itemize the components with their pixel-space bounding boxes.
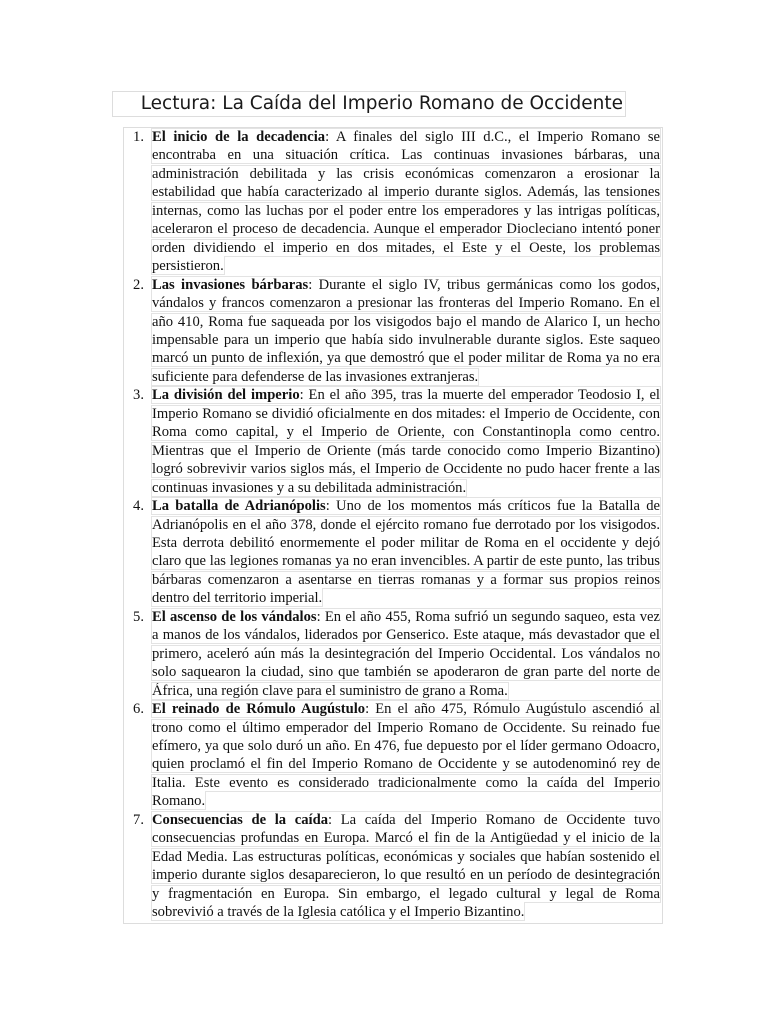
item-body xyxy=(152,129,660,274)
item-heading: El inicio de la decadencia xyxy=(152,129,326,145)
item-number: 6. xyxy=(133,701,144,718)
list-item xyxy=(124,497,662,608)
item-text: : Durante el siglo IV, tribus germánicas como los godos, vándalos y francos comenzaron a presionar las fronteras del Imperio Romano. En el año 410, Roma fue saqueada por los visigodos bajo el mando de Alarico I, un hecho impensable para un imperio que había sido invulnerable durante siglos. Este saqueo marcó un punto de inflexión, ya que demostró que el poder militar de Roma ya no era suficiente para defenderse de las invasiones extranjeras. xyxy=(152,276,660,385)
item-number: 2. xyxy=(133,276,144,293)
list-item xyxy=(124,700,662,811)
item-number: 5. xyxy=(133,608,144,625)
numbered-list xyxy=(124,128,662,921)
reading-list xyxy=(123,127,663,924)
item-number: 4. xyxy=(133,498,144,515)
list-item xyxy=(124,608,662,700)
item-number: 7. xyxy=(133,811,144,828)
item-text: : A finales del siglo III d.C., el Imperio Romano se encontraba en una situación crítica. Las continuas invasiones bárbaras, una administración debilitada y las crisis económicas comenzaron a erosionar la estabilidad que había caracterizado al imperio durante siglos. Además, las tensiones internas, como las luchas por el poder entre los emperadores y las intrigas políticas, aceleraron el proceso de decadencia. Aunque el emperador Diocleciano intentó poner orden dividiendo el imperio en dos mitades, el Este y el Oeste, los problemas persistieron. xyxy=(152,129,660,275)
item-text: : En el año 395, tras la muerte del emperador Teodosio I, el Imperio Romano se dividió oficialmente en dos mitades: el Imperio de Occidente, con Roma como capital, y el Imperio de Oriente, con Constantinopla como centro. Mientras que el Imperio de Oriente (más tarde conocido como Imperio Bizantino) logró sobrevivir varios siglos más, el Imperio de Occidente no pudo hacer frente a las continuas invasiones y a su debilitada administración. xyxy=(152,387,660,496)
item-body xyxy=(152,812,660,920)
item-body xyxy=(152,387,660,495)
item-body xyxy=(152,609,660,699)
item-number: 1. xyxy=(133,129,144,145)
item-heading: Las invasiones bárbaras xyxy=(152,276,309,293)
item-body xyxy=(152,277,660,385)
item-heading: Consecuencias de la caída xyxy=(152,811,329,828)
page-title: Lectura: La Caída del Imperio Romano de Occidente xyxy=(112,91,626,117)
item-number: 3. xyxy=(133,387,144,404)
item-heading: La batalla de Adrianópolis xyxy=(152,498,326,515)
item-text: : Uno de los momentos más críticos fue la Batalla de Adrianópolis en el año 378, donde el ejército romano fue derrotado por los visigodos. Esta derrota debilitó enormemente el poder militar de Roma en el occidente y dejó claro que las legiones romanas ya no eran invencibles. A partir de este punto, las tribus bárbaras comenzaron a asentarse en tierras romanas y a formar sus propios reinos dentro del territorio imperial. xyxy=(152,498,660,607)
list-item xyxy=(124,811,662,922)
item-heading: La división del imperio xyxy=(152,387,300,404)
item-text: : En el año 475, Rómulo Augústulo ascendió al trono como el último emperador del Imperio Romano de Occidente. Su reinado fue efímero, ya que solo duró un año. En 476, fue depuesto por el líder germano Odoacro, quien proclamó el fin del Imperio Romano de Occidente y se autodenominó rey de Italia. Este evento es considerado tradicionalmente como la caída del Imperio Romano. xyxy=(152,701,660,810)
list-item xyxy=(124,128,662,276)
item-text: : La caída del Imperio Romano de Occidente tuvo consecuencias profundas en Europa. Marcó el fin de la Antigüedad y el inicio de la Edad Media. Las estructuras políticas, económicas y sociales que habían sostenido el imperio durante siglos desaparecieron, lo que resultó en un período de desintegración y fragmentación en Europa. Sin embargo, el legado cultural y legal de Roma sobrevivió a través de la Iglesia católica y el Imperio Bizantino. xyxy=(152,811,660,921)
item-text: : En el año 455, Roma sufrió un segundo saqueo, esta vez a manos de los vándalos, liderados por Genserico. Este ataque, más devastador que el primero, aceleró aún más la desintegración del Imperio Occidental. Los vándalos no solo saquearon la ciudad, sino que también se apoderaron de gran parte del norte de África, una región clave para el suministro de grano a Roma. xyxy=(152,608,661,699)
item-body xyxy=(152,701,660,809)
item-heading: El ascenso de los vándalos xyxy=(152,608,317,625)
list-item xyxy=(124,386,662,497)
item-heading: El reinado de Rómulo Augústulo xyxy=(152,701,366,718)
list-item xyxy=(124,276,662,387)
item-body xyxy=(152,498,660,606)
